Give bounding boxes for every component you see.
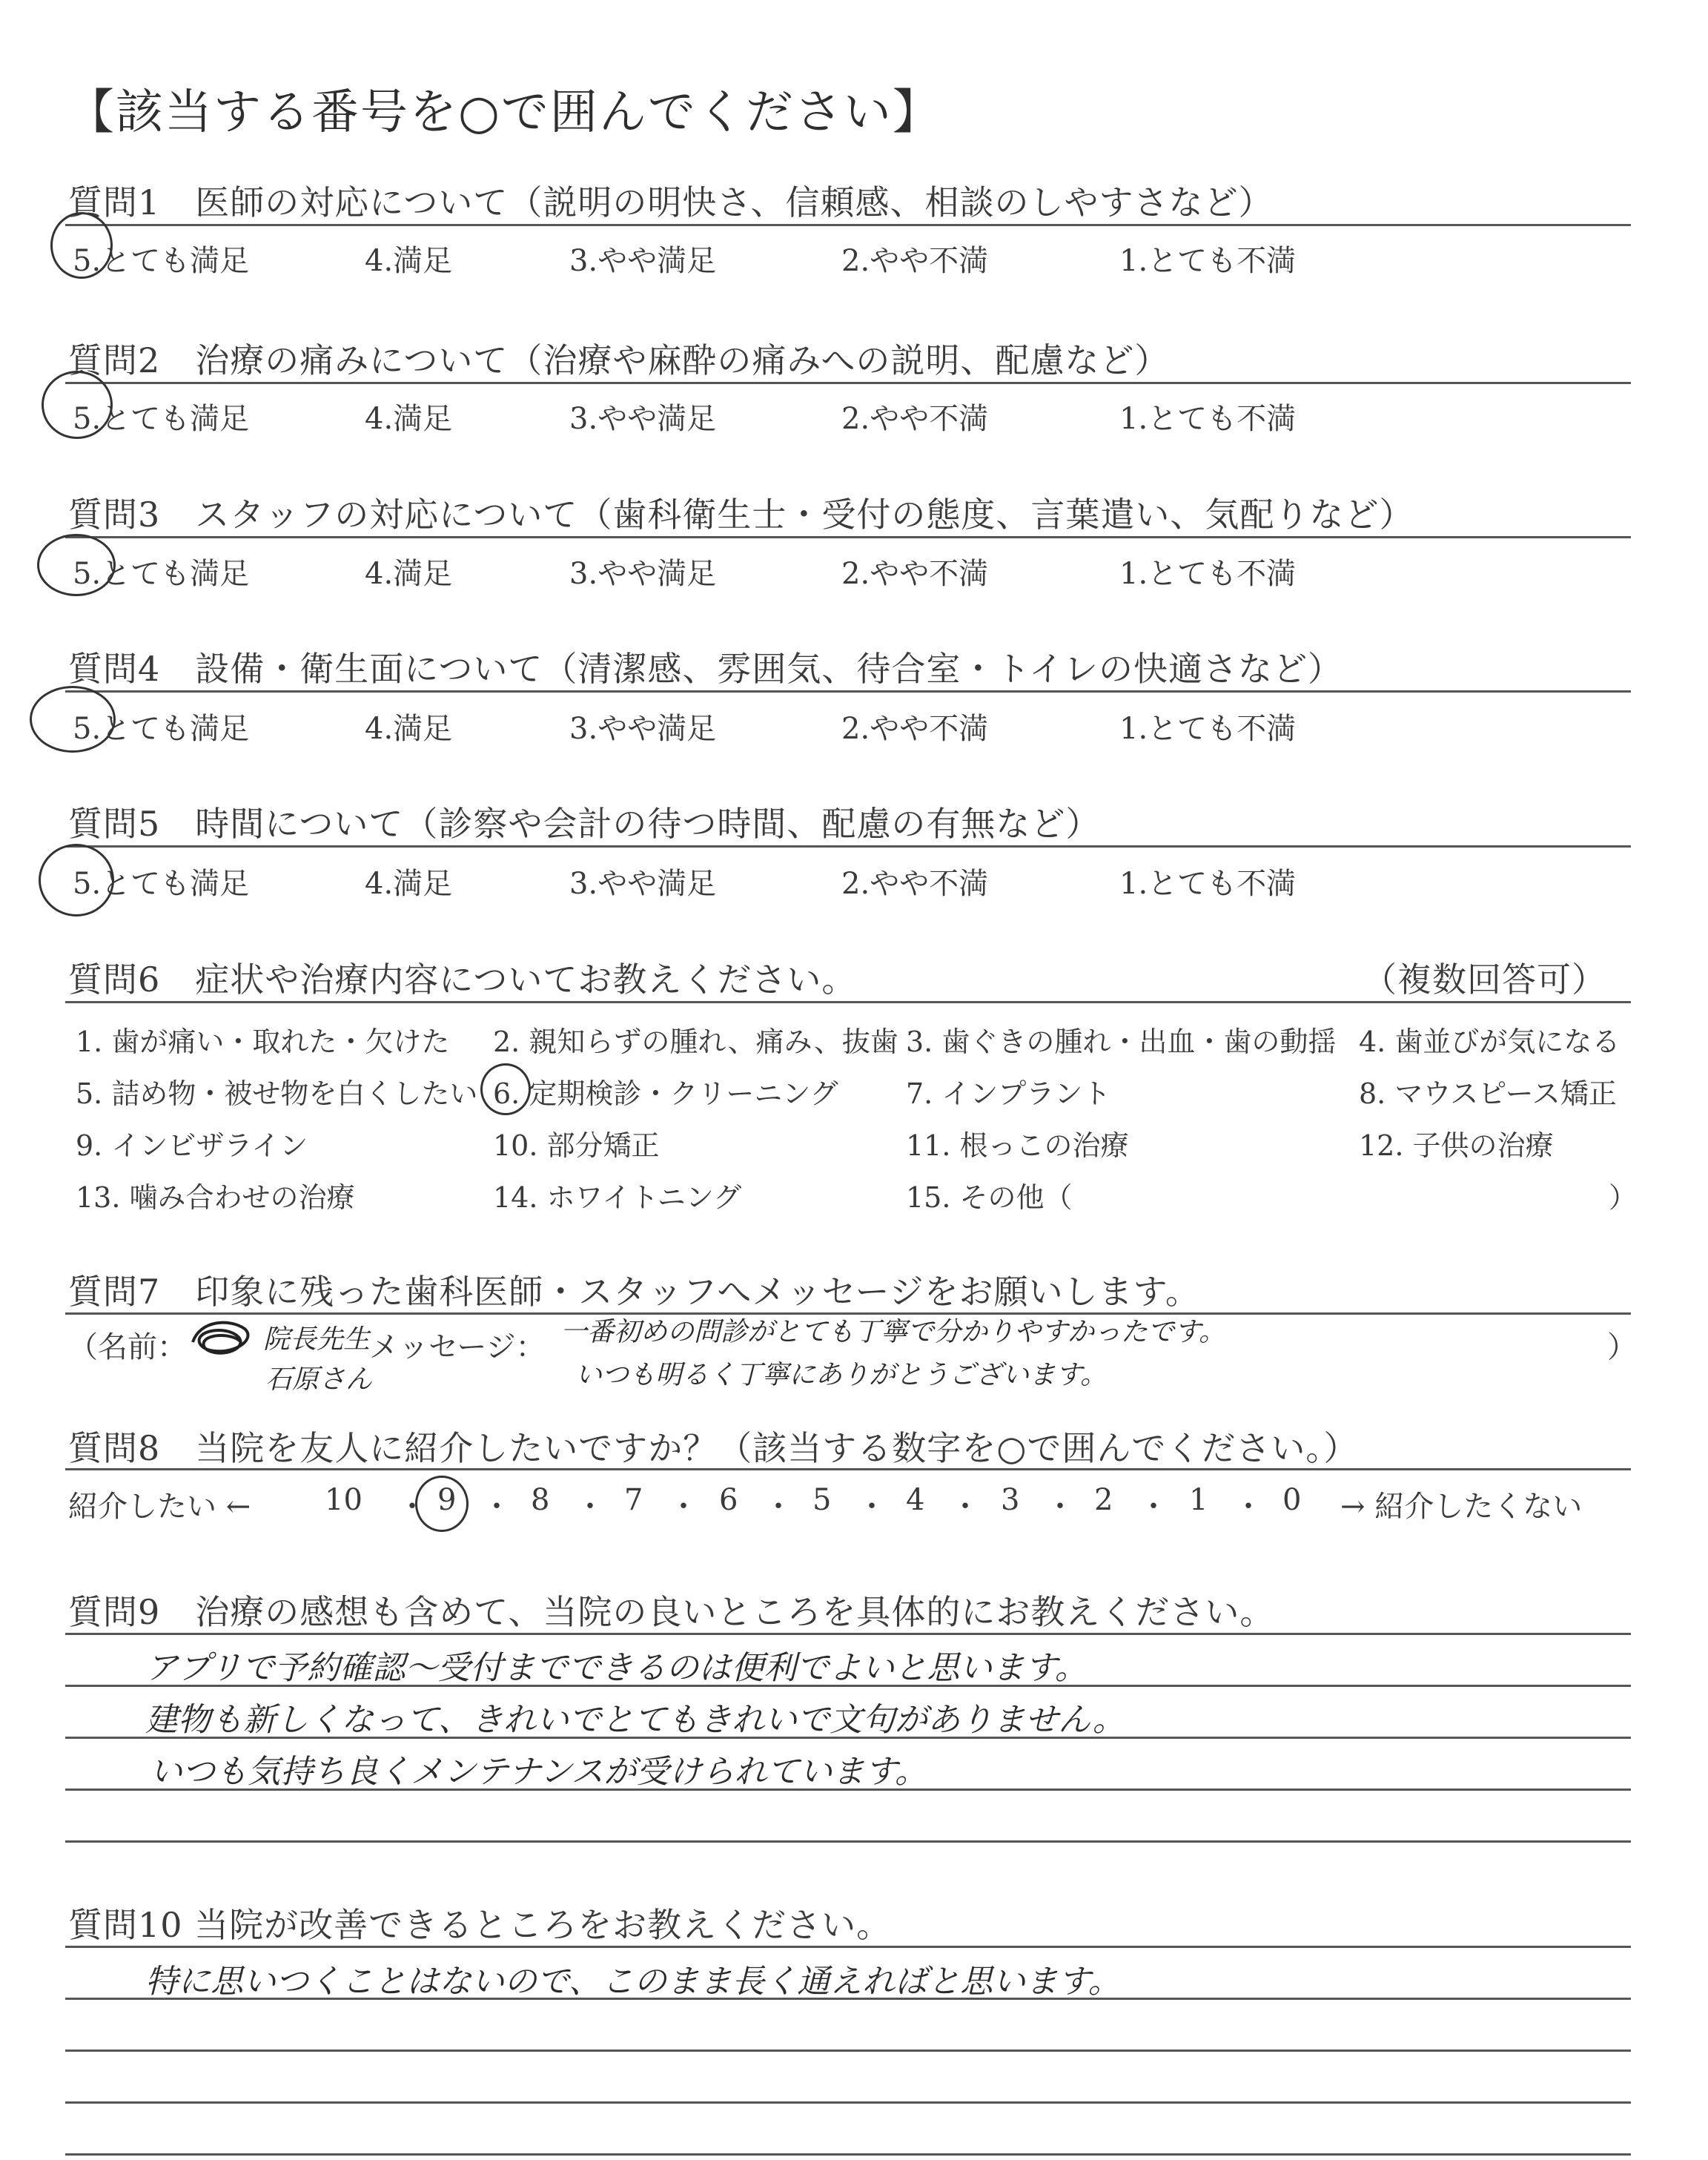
q8-scale-7[interactable]: 7 xyxy=(624,1483,643,1517)
q1-title: 質問1 医師の対応について（説明の明快さ、信頼感、相談のしやすさなど） xyxy=(68,182,1274,222)
q6-item-5[interactable]: 5. 詰め物・被せ物を白くしたい xyxy=(76,1077,478,1110)
q8-left-label: 紹介したい ← xyxy=(68,1490,251,1524)
q6-item-6[interactable]: 6. 定期検診・クリーニング xyxy=(493,1077,838,1110)
q8-scale-2[interactable]: 2 xyxy=(1094,1483,1113,1517)
q3-option-3[interactable]: 3.やや満足 xyxy=(569,557,717,591)
q8-scale-8[interactable]: 8 xyxy=(531,1483,550,1517)
q6-item-11[interactable]: 11. 根っこの治療 xyxy=(906,1129,1129,1162)
form-header: 【該当する番号を○で囲んでください】 xyxy=(67,85,941,140)
q8-scale-dot: ・ xyxy=(1139,1490,1168,1524)
q5-answer-circle xyxy=(39,844,114,916)
q6-answer-circle xyxy=(480,1063,531,1115)
q8-scale-dot: ・ xyxy=(950,1490,980,1524)
q8-answer-circle xyxy=(415,1476,469,1532)
q3-answer-circle xyxy=(37,534,116,596)
q8-scale-6[interactable]: 6 xyxy=(719,1483,738,1517)
q8-scale-0[interactable]: 0 xyxy=(1282,1483,1302,1517)
q9-rule-5 xyxy=(65,1840,1631,1843)
q5-option-3[interactable]: 3.やや満足 xyxy=(569,867,717,901)
q8-scale-9[interactable]: 9 xyxy=(437,1483,457,1517)
q3-rule xyxy=(65,536,1631,538)
q5-option-4[interactable]: 4.満足 xyxy=(365,867,453,901)
q6-item-14[interactable]: 14. ホワイトニング xyxy=(493,1181,742,1214)
q8-scale-5[interactable]: 5 xyxy=(812,1483,832,1517)
q9-answer-line-3: いつも気持ち良くメンテナンスが受けられています。 xyxy=(150,1753,927,1791)
q5-rule xyxy=(65,845,1631,848)
q6-item-4[interactable]: 4. 歯並びが気になる xyxy=(1359,1025,1621,1058)
q8-scale-dot: ・ xyxy=(669,1490,698,1524)
q10-rule-5 xyxy=(65,2153,1631,2156)
q8-scale-dot: ・ xyxy=(1234,1490,1263,1524)
q8-scale-dot: ・ xyxy=(857,1490,887,1524)
q2-option-4[interactable]: 4.満足 xyxy=(365,402,453,436)
q1-option-4[interactable]: 4.満足 xyxy=(365,244,453,278)
q8-right-label: → 紹介したくない xyxy=(1340,1490,1583,1524)
q2-option-5[interactable]: 5.とても満足 xyxy=(73,402,250,436)
q10-rule-4 xyxy=(65,2101,1631,2104)
q5-option-5[interactable]: 5.とても満足 xyxy=(73,867,250,901)
q6-item-2[interactable]: 2. 親知らずの腫れ、痛み、抜歯 xyxy=(493,1025,898,1058)
q8-scale-dot: ・ xyxy=(764,1490,793,1524)
q6-item-15[interactable]: 15. その他（ xyxy=(906,1181,1073,1214)
q2-option-2[interactable]: 2.やや不満 xyxy=(841,402,989,436)
q7-name-value-2: 石原さん xyxy=(265,1364,373,1395)
q3-option-4[interactable]: 4.満足 xyxy=(365,557,453,591)
q6-item-9[interactable]: 9. インビザライン xyxy=(76,1129,308,1162)
q1-option-2[interactable]: 2.やや不満 xyxy=(841,244,989,278)
q2-title: 質問2 治療の痛みについて（治療や麻酔の痛みへの説明、配慮など） xyxy=(68,340,1170,380)
q6-item-13[interactable]: 13. 噛み合わせの治療 xyxy=(76,1181,355,1214)
q8-scale-3[interactable]: 3 xyxy=(1001,1483,1020,1517)
q3-title: 質問3 スタッフの対応について（歯科衛生士・受付の態度、言葉遣い、気配りなど） xyxy=(68,495,1414,535)
q8-title: 質問8 当院を友人に紹介したいですか？（該当する数字を○で囲んでください。） xyxy=(68,1428,1359,1468)
q8-scale-dot: ・ xyxy=(397,1490,427,1524)
q4-option-5[interactable]: 5.とても満足 xyxy=(73,712,250,746)
q3-option-1[interactable]: 1.とても不満 xyxy=(1119,557,1297,591)
q10-answer-line-1: 特に思いつくことはないので、このまま長く通えればと思います。 xyxy=(145,1963,1121,2001)
q4-option-1[interactable]: 1.とても不満 xyxy=(1119,712,1297,746)
q10-rule-3 xyxy=(65,2050,1631,2052)
q1-answer-circle xyxy=(50,212,113,279)
q8-scale-10[interactable]: 10 xyxy=(325,1483,363,1517)
q2-option-1[interactable]: 1.とても不満 xyxy=(1119,402,1297,436)
q8-scale-dot: ・ xyxy=(575,1490,605,1524)
q8-scale-dot: ・ xyxy=(482,1490,512,1524)
q5-option-1[interactable]: 1.とても不満 xyxy=(1119,867,1297,901)
q9-rule-1 xyxy=(65,1633,1631,1635)
q4-option-2[interactable]: 2.やや不満 xyxy=(841,712,989,746)
q9-title: 質問9 治療の感想も含めて、当院の良いところを具体的にお教えください。 xyxy=(68,1592,1275,1632)
q8-rule xyxy=(65,1468,1631,1470)
q8-scale-dot: ・ xyxy=(1045,1490,1075,1524)
q4-answer-circle xyxy=(30,686,116,753)
q5-title: 質問5 時間について（診察や会計の待つ時間、配慮の有無など） xyxy=(68,804,1101,844)
q6-item-3[interactable]: 3. 歯ぐきの腫れ・出血・歯の動揺 xyxy=(906,1025,1337,1058)
q7-message-label: メッセージ： xyxy=(369,1330,546,1364)
q7-message-line-1: 一番初めの問診がとても丁寧で分かりやすかったです。 xyxy=(560,1317,1226,1347)
q8-scale-4[interactable]: 4 xyxy=(906,1483,925,1517)
q6-item-10[interactable]: 10. 部分矯正 xyxy=(493,1129,660,1162)
q9-answer-line-1: アプリで予約確認〜受付までできるのは便利でよいと思います。 xyxy=(145,1649,1088,1687)
q4-option-4[interactable]: 4.満足 xyxy=(365,712,453,746)
q6-item-15-close: ） xyxy=(1609,1181,1638,1214)
q3-option-2[interactable]: 2.やや不満 xyxy=(841,557,989,591)
q1-rule xyxy=(65,224,1631,226)
q6-item-8[interactable]: 8. マウスピース矯正 xyxy=(1359,1077,1617,1110)
q10-rule-1 xyxy=(65,1946,1631,1948)
q10-title: 質問10 当院が改善できるところをお教えください。 xyxy=(68,1905,892,1945)
q7-name-value-1: 院長先生 xyxy=(263,1324,371,1355)
q6-multiple-note: （複数回答可） xyxy=(1363,960,1606,1000)
q2-rule xyxy=(65,382,1631,384)
q7-close-paren: ） xyxy=(1607,1330,1637,1364)
q6-title: 質問6 症状や治療内容についてお教えください。 xyxy=(68,960,857,1000)
q1-option-1[interactable]: 1.とても不満 xyxy=(1119,244,1297,278)
q7-title: 質問7 印象に残った歯科医師・スタッフへメッセージをお願いします。 xyxy=(68,1272,1200,1312)
q2-option-3[interactable]: 3.やや満足 xyxy=(569,402,717,436)
q9-answer-line-2: 建物も新しくなって、きれいでとてもきれいで文句がありません。 xyxy=(145,1701,1125,1739)
q5-option-2[interactable]: 2.やや不満 xyxy=(841,867,989,901)
q7-name-label: （名前： xyxy=(68,1330,187,1364)
q4-title: 質問4 設備・衛生面について（清潔感、雰囲気、待合室・トイレの快適さなど） xyxy=(68,649,1343,689)
scribble-redaction-icon xyxy=(185,1312,259,1364)
q1-option-3[interactable]: 3.やや満足 xyxy=(569,244,717,278)
q6-item-7[interactable]: 7. インプラント xyxy=(906,1077,1111,1110)
q7-message-line-2: いつも明るく丁寧にありがとうございます。 xyxy=(575,1360,1108,1390)
q6-rule xyxy=(65,1001,1631,1003)
q6-item-12[interactable]: 12. 子供の治療 xyxy=(1359,1129,1554,1162)
q4-rule xyxy=(65,690,1631,693)
q4-option-3[interactable]: 3.やや満足 xyxy=(569,712,717,746)
q1-option-5[interactable]: 5.とても満足 xyxy=(73,244,250,278)
q3-option-5[interactable]: 5.とても満足 xyxy=(73,557,250,591)
q6-item-1[interactable]: 1. 歯が痛い・取れた・欠けた xyxy=(76,1025,450,1058)
q2-answer-circle xyxy=(42,371,113,439)
q8-scale-1[interactable]: 1 xyxy=(1189,1483,1208,1517)
